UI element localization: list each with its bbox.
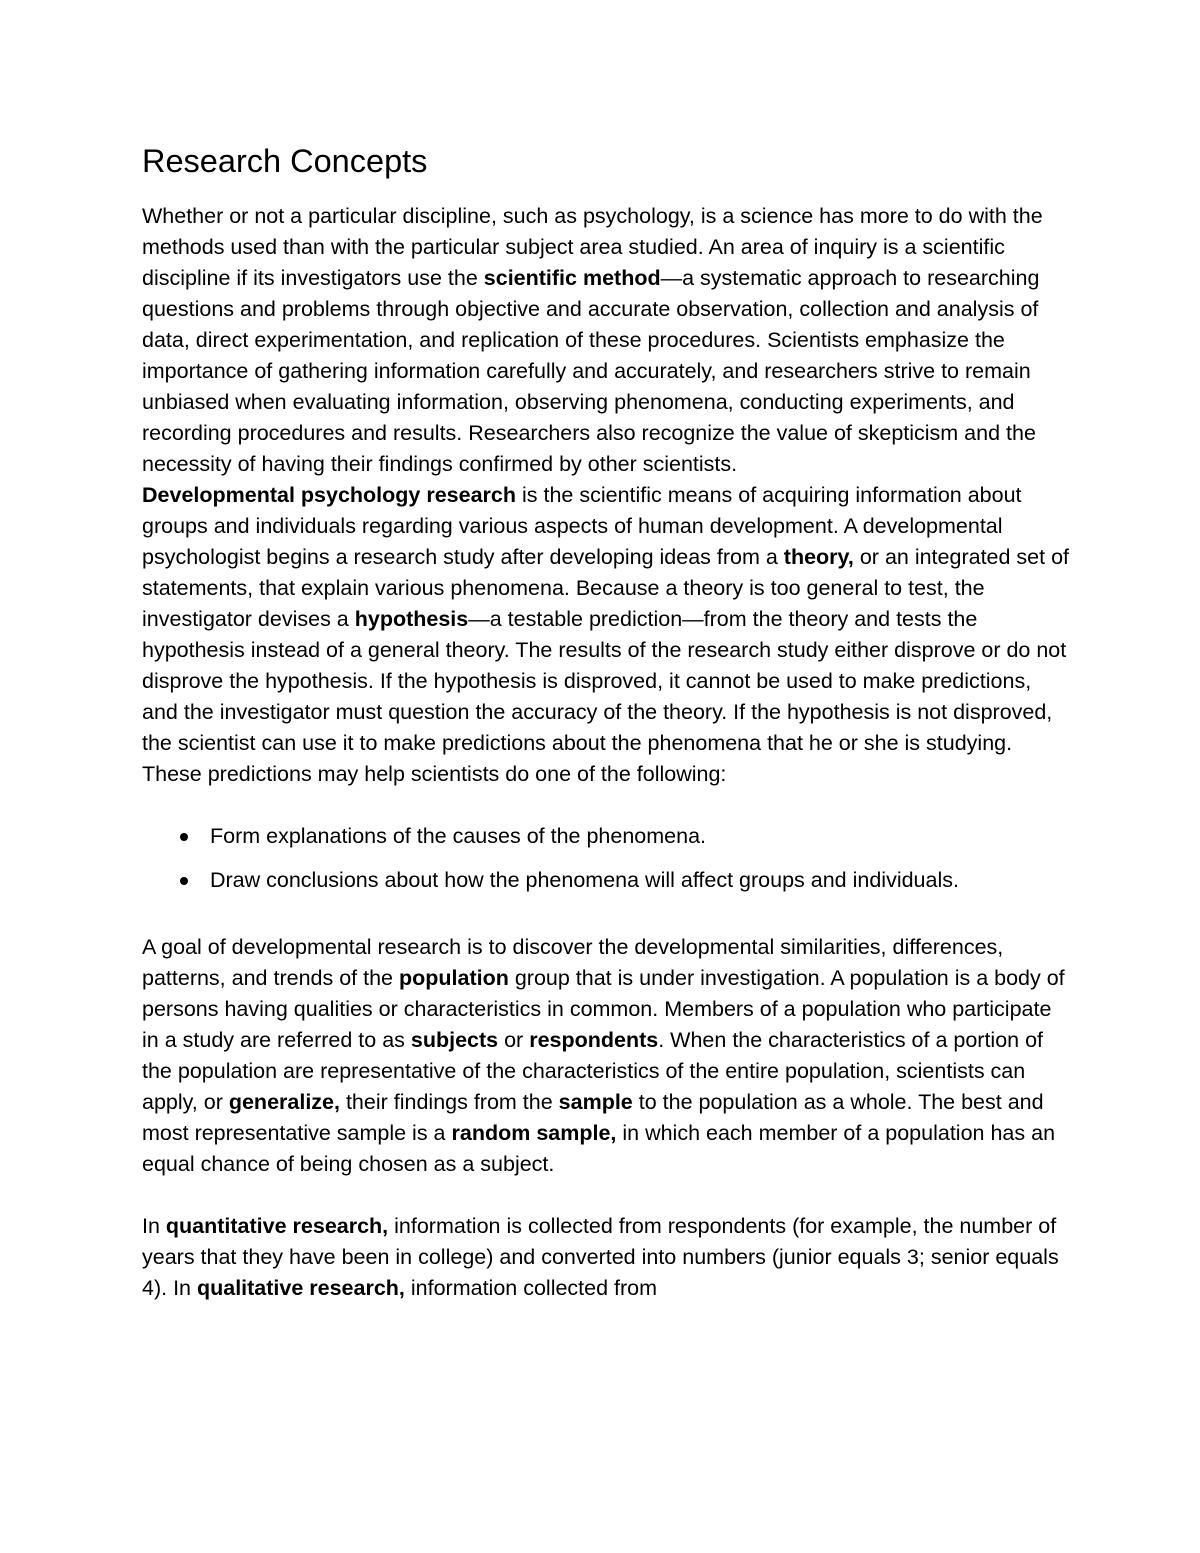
term-quantitative-research: quantitative research,: [165, 1214, 389, 1238]
text-run: to the population as a whole. The best and most representative sample is a: [142, 1090, 1044, 1145]
term-random-sample: random sample,: [451, 1121, 617, 1145]
term-respondents: respondents: [529, 1028, 659, 1052]
text-run: or: [498, 1028, 530, 1052]
spacer: [142, 1180, 1072, 1211]
text-run: —a testable prediction—from the theory and tests the hypothesis instead of a general theory. The results of the research study either disprove or do not disprove the hypothesis. If the hypothesis is disproved, it cannot be used to make predictions, and the investigator must question the accuracy of the theory. If the hypothesis is not disproved, the scientist can use it to make predictions about the phenomena that he or she is studying. These predictions may help scientists do one of the following:: [142, 607, 1067, 786]
term-scientific-method: scientific method: [483, 266, 661, 290]
paragraph-scientific-method: [142, 201, 1072, 480]
term-generalize: generalize,: [228, 1090, 340, 1114]
text-run: in which each member of a population has an equal chance of being chosen as a subject.: [142, 1121, 1056, 1176]
term-population: population: [398, 966, 509, 990]
bullet-list: [142, 821, 1072, 896]
term-subjects: subjects: [410, 1028, 499, 1052]
text-run: group that is under investigation. A population is a body of persons having qualities or characteristics in common. Members of a population who participate in a study are referred to as: [142, 966, 1065, 1052]
term-qualitative-research: qualitative research,: [196, 1276, 405, 1300]
document-body: [142, 140, 1072, 1304]
page-title: Research Concepts: [142, 143, 428, 179]
text-run: —a systematic approach to researching questions and problems through objective and accurate observation, collection and analysis of data, direct experimentation, and replication of these procedures. Scientists emphasize the importance of gathering information carefully and accurately, and researchers strive to remain unbiased when evaluating information, observing phenomena, conducting experiments, and recording procedures and results. Researchers also recognize the value of skepticism and the necessity of having their findings confirmed by other scientists.: [142, 266, 1040, 476]
paragraph-developmental-research: [142, 480, 1072, 790]
spacer: [142, 909, 1072, 932]
list-item: [142, 821, 1072, 852]
list-item-text: Draw conclusions about how the phenomena will affect groups and individuals.: [210, 868, 959, 892]
text-run: . When the characteristics of a portion of the population are representative of the characteristics of the entire population, scientists can apply, or: [142, 1028, 1044, 1114]
paragraph-population: [142, 932, 1072, 1180]
paragraph-research-types: [142, 1211, 1072, 1304]
spacer: [142, 790, 1072, 821]
text-run: In: [142, 1214, 166, 1238]
term-theory: theory,: [783, 545, 854, 569]
text-run: or an integrated set of statements, that explain various phenomena. Because a theory is too general to test, the investigator devises a: [142, 545, 1070, 631]
text-run: is the scientific means of acquiring information about groups and individuals regarding various aspects of human development. A developmental psychologist begins a research study after developing ideas from a: [142, 483, 1022, 569]
text-run: their findings from the: [339, 1090, 559, 1114]
bullet-icon: [180, 877, 188, 885]
term-developmental-psychology-research: Developmental psychology research: [142, 483, 517, 507]
text-run: information collected from: [404, 1276, 658, 1300]
list-item: [142, 865, 1072, 896]
text-run: information is collected from respondents (for example, the number of years that they have been in college) and converted into numbers (junior equals 3; senior equals 4). In: [142, 1214, 1059, 1300]
text-run: A goal of developmental research is to discover the developmental similarities, differences, patterns, and trends of the: [142, 935, 1004, 990]
term-sample: sample: [558, 1090, 633, 1114]
bullet-icon: [180, 833, 188, 841]
text-run: Whether or not a particular discipline, such as psychology, is a science has more to do with the methods used than with the particular subject area studied. An area of inquiry is a scientific discipline if its investigators use the: [142, 204, 1043, 290]
term-hypothesis: hypothesis: [354, 607, 469, 631]
list-item-text: Form explanations of the causes of the phenomena.: [210, 824, 707, 848]
